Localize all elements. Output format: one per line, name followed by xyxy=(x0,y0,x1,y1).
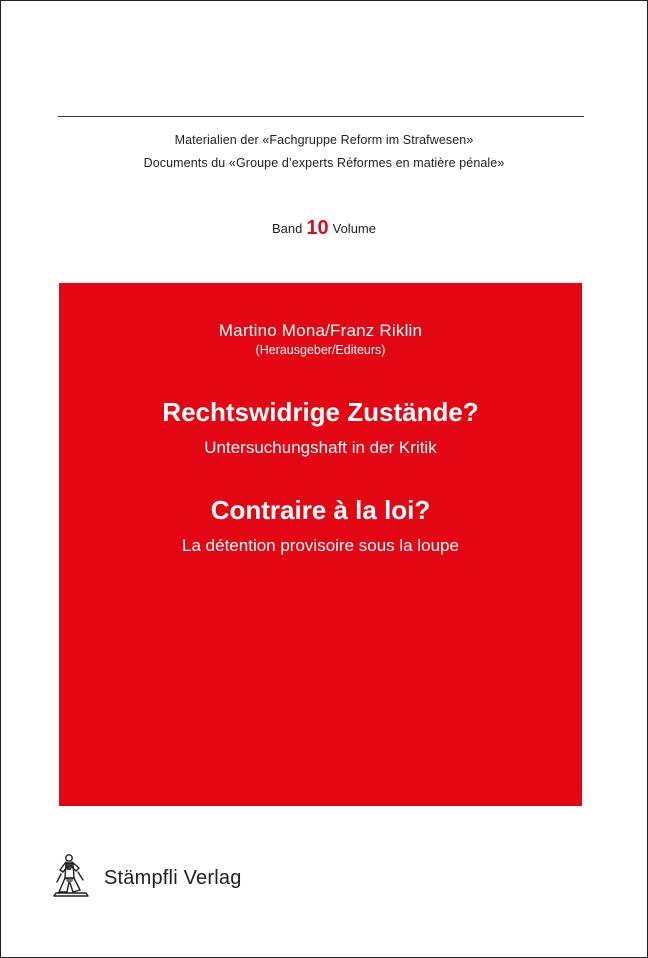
editors-role: (Herausgeber/Editeurs) xyxy=(255,343,386,357)
publisher-name: Stämpfli Verlag xyxy=(104,866,242,889)
volume-prefix: Band xyxy=(272,221,303,236)
title-panel xyxy=(59,283,582,806)
volume-number: 10 xyxy=(306,217,329,239)
title-fr: Contraire à la loi? xyxy=(210,495,431,525)
top-rule xyxy=(58,116,584,117)
series-title-fr: Documents du «Groupe d’experts Réformes en matière pénale» xyxy=(143,156,505,170)
editors: Martino Mona/Franz Riklin xyxy=(218,321,423,340)
volume-suffix: Volume xyxy=(332,221,376,236)
publisher xyxy=(52,852,242,898)
subtitle-fr: La détention provisoire sous la loupe xyxy=(182,536,459,555)
title-de: Rechtswidrige Zustände? xyxy=(162,397,479,427)
figure-logo-icon xyxy=(52,852,92,898)
subtitle-de: Untersuchungshaft in der Kritik xyxy=(204,438,437,457)
volume-line xyxy=(0,216,648,239)
series-title-de: Materialien der «Fachgruppe Reform im Strafwesen» xyxy=(174,133,474,147)
